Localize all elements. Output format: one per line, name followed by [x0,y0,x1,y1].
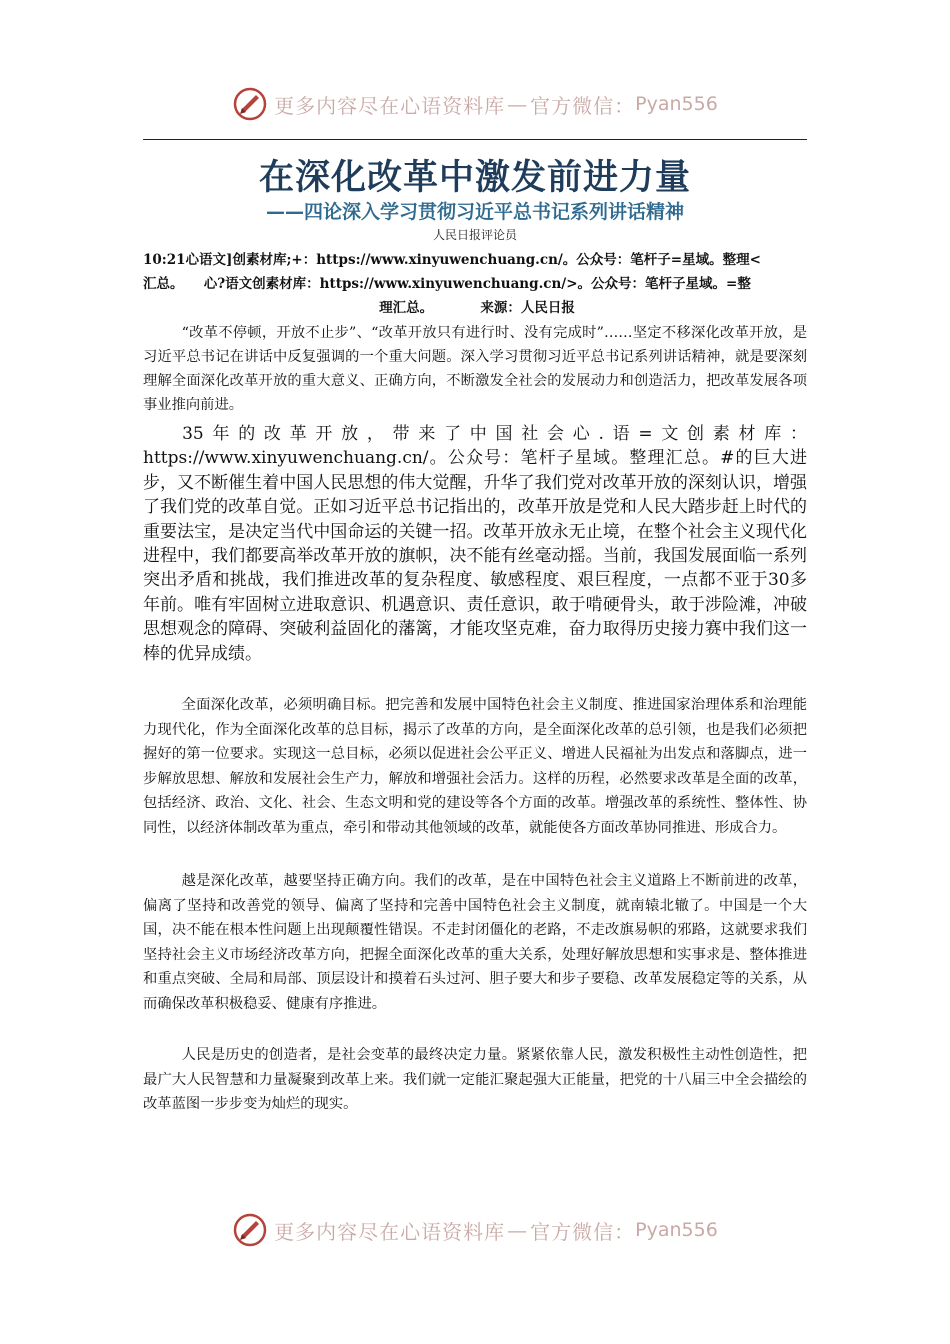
paragraph-1: “改革不停顿，开放不止步”、“改革开放只有进行时、没有完成时”……坚定不移深化改革开放，是习近平总书记在讲话中反复强调的一个重大问题。深入学习贯彻习近平总书记系列讲话精神，就是要深刻理解全面深化改革开放的重大意义、正确方向，不断激发全社会的发展动力和创造活力，把改革发展各项事业推向前进。 [143,325,807,413]
banner-wechat-handle: Pyan556 [635,93,718,115]
notice-line-2: 汇总。 心?语文创素材库：https://www.xinyuwenchuang.cn/>。公众号：笔杆子星域。=整 [143,276,751,292]
paragraph-3: 全面深化改革，必须明确目标。把完善和发展中国特色社会主义制度、推进国家治理体系和治理能力现代化，作为全面深化改革的总目标，揭示了改革的方向，是全面深化改革的总引领，也是我们必须把握好的第一位要求。实现这一总目标，必须以促进社会公平正义、增进人民福祉为出发点和落脚点，进一步解放思想、解放和发展社会生产力，解放和增强社会活力。这样的历程，必然要求改革是全面的改革，包括经济、政治、文化、社会、生态文明和党的建设等各个方面的改革。增强改革的系统性、整体性、协同性，以经济体制改革为重点，牵引和带动其他领域的改革，就能使各方面改革协同推进、形成合力。 [143,697,807,836]
footer-banner [0,1208,950,1252]
paragraph-2: 35年的改革开放，带来了中国社会心.语=文创素材库：https://www.xinyuwenchuang.cn/。公众号：笔杆子星域。整理汇总。#的巨大进步，又不断催生着中国人民思想的伟大觉醒，升华了我们党对改革开放的深刻认识，增强了我们党的改革自觉。正如习近平总书记指出的，改革开放是党和人民大踏步赶上时代的重要法宝，是决定当代中国命运的关键一招。改革开放永无止境，在整个社会主义现代化进程中，我们都要高举改革开放的旗帜，决不能有丝毫动摇。当前，我国发展面临一系列突出矛盾和挑战，我们推进改革的复杂程度、敏感程度、艰巨程度，一点都不亚于30多年前。唯有牢固树立进取意识、机遇意识、责任意识，敢于啃硬骨头，敢于涉险滩，冲破思想观念的障碍、突破利益固化的藩篱，才能攻坚克难，奋力取得历史接力赛中我们这一棒的优异成绩。 [143,424,807,664]
paragraph-4: 越是深化改革，越要坚持正确方向。我们的改革，是在中国特色社会主义道路上不断前进的改革，偏离了坚持和改善党的领导、偏离了坚持和完善中国特色社会主义制度，就南辕北辙了。中国是一个大国，决不能在根本性问题上出现颠覆性错误。不走封闭僵化的老路，不走改旗易帜的邪路，这就要求我们坚持社会主义市场经济改革方向，把握全面深化改革的重大关系，处理好解放思想和实事求是、整体推进和重点突破、全局和局部、顶层设计和摸着石头过河、胆子要大和步子要稳、改革发展稳定等的关系，从而确保改革积极稳妥、健康有序推进。 [143,873,807,1012]
article-byline: 人民日报评论员 [432,228,517,242]
source-notice [143,248,811,320]
banner-separator: — [507,92,529,116]
banner-separator: — [507,1218,529,1242]
article-title: 在深化改革中激发前进力量 [258,158,691,198]
notice-line-3: 理汇总。 来源：人民日报 [379,300,575,316]
banner-slogan: 更多内容尽在心语资料库 [274,1219,506,1244]
banner-text [274,90,718,119]
banner-wechat-label: 官方微信： [530,1219,636,1244]
header-banner [0,82,950,126]
banner-wechat-label: 官方微信： [530,93,636,118]
header-divider [143,139,807,140]
notice-line-1: 10:21心语文]创素材库;+：https://www.xinyuwenchuang.cn/。公众号：笔杆子=星域。整理< [143,252,761,268]
article-subtitle: ——四论深入学习贯彻习近平总书记系列讲话精神 [265,201,684,223]
paragraph-5: 人民是历史的创造者，是社会变革的最终决定力量。紧紧依靠人民，激发积极性主动性创造性，把最广大人民智慧和力量凝聚到改革上来。我们就一定能汇聚起强大正能量，把党的十八届三中全会描绘的改革蓝图一步步变为灿烂的现实。 [143,1047,807,1113]
pen-logo-icon [232,86,268,122]
banner-slogan: 更多内容尽在心语资料库 [274,93,506,118]
pen-logo-icon [232,1212,268,1248]
banner-text [274,1216,718,1245]
banner-wechat-handle: Pyan556 [635,1219,718,1241]
